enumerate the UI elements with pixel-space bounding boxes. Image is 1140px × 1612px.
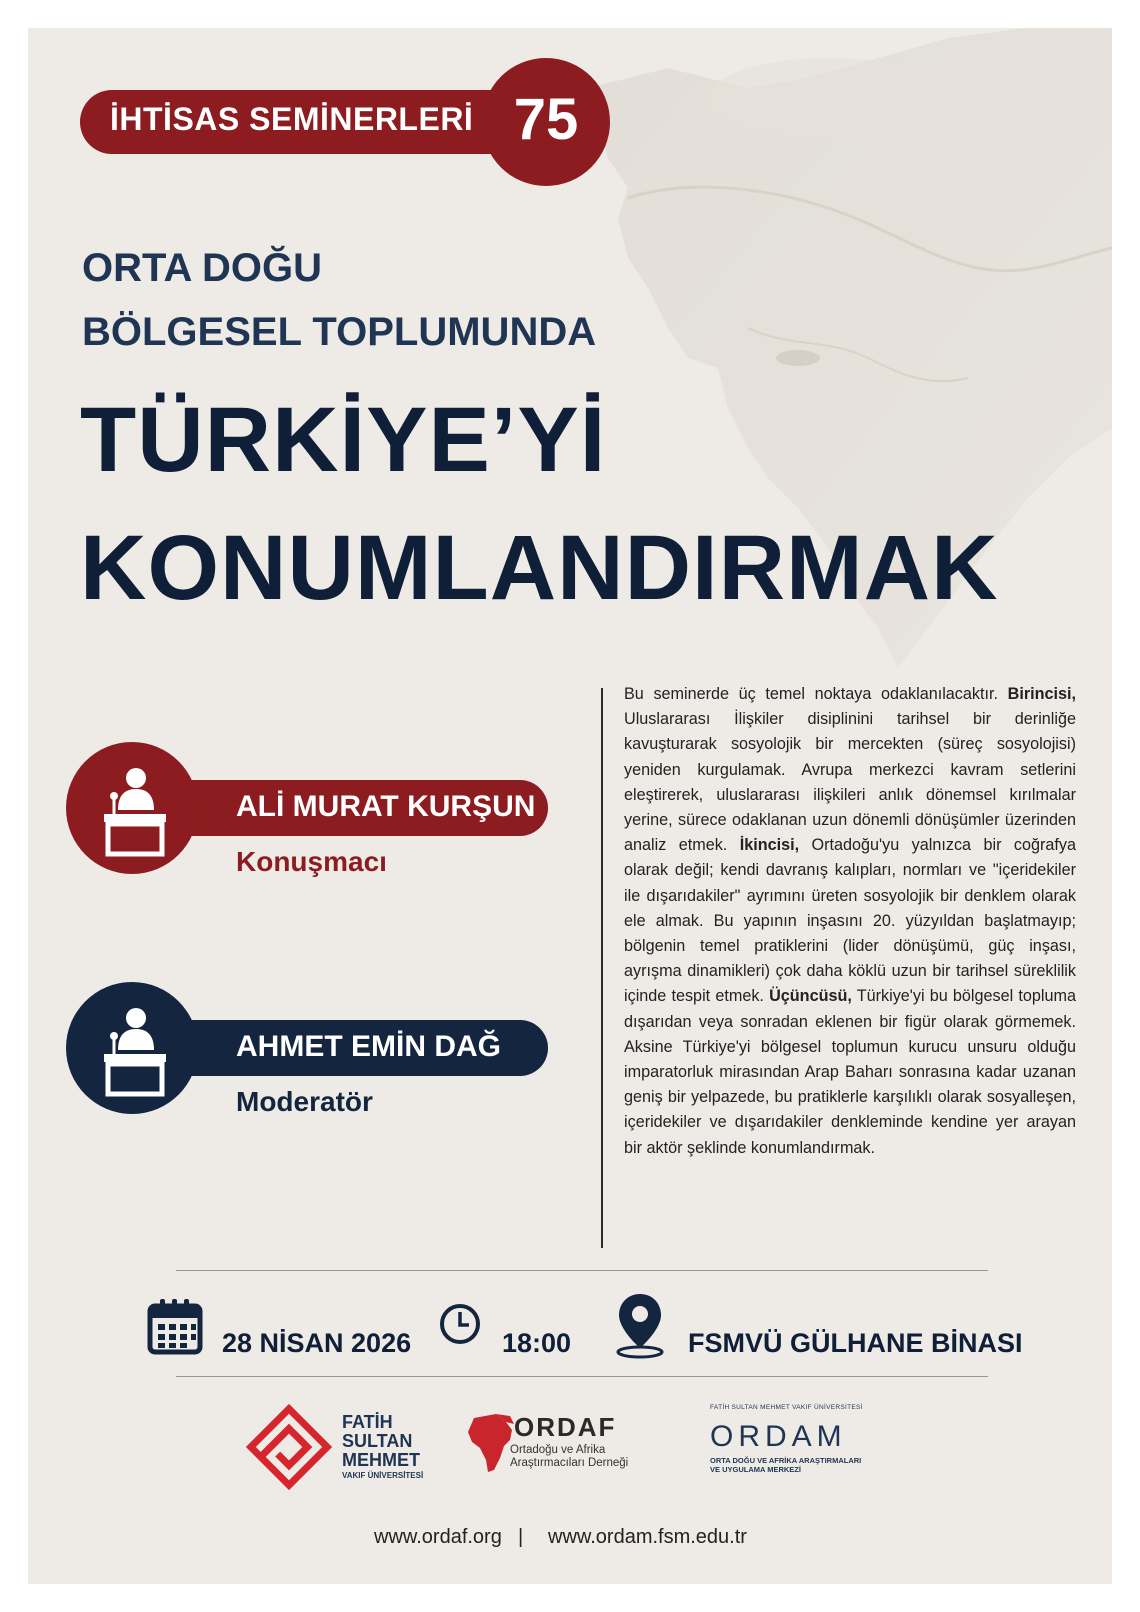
- ordam-name: ORDAM: [710, 1420, 847, 1453]
- info-bottom-divider: [176, 1376, 988, 1377]
- description-text-1: Bu seminerde üç temel noktaya odaklanılacaktır.: [624, 685, 1008, 703]
- speaker-1-name: ALİ MURAT KURŞUN: [236, 790, 536, 823]
- event-date: 28 NİSAN 2026: [222, 1328, 412, 1358]
- ordaf-name: ORDAF: [514, 1412, 617, 1442]
- seminar-poster: [28, 28, 1112, 1584]
- series-number: 75: [513, 87, 579, 152]
- description-text-4: Türkiye'yi bu bölgesel topluma dışarıdan veya sonradan eklenen bir figür olarak görmemek. Aksine Türkiye'yi bölgesel toplumun kurucu unsuru olduğu imparatorluk mirasından Arap Baharı sonrasına kadar uzanan geniş bir yelpazede, bu pratiklerle karşılıklı olarak sosyalleşen, içeridekiler ve dışarıdakiler denkleminde kendine yer arayan bir aktör şeklinde konumlandırmak.: [624, 987, 1076, 1157]
- fsmvu-line-3: MEHMET: [342, 1450, 420, 1470]
- speaker-2-name: AHMET EMİN DAĞ: [236, 1030, 501, 1063]
- fsmvu-line-2: SULTAN: [342, 1431, 413, 1451]
- title-line-3: TÜRKİYE’Yİ: [80, 389, 607, 491]
- title-line-4: KONUMLANDIRMAK: [80, 517, 999, 619]
- seminar-description: [624, 682, 1076, 1161]
- ordaf-website-link[interactable]: www.ordaf.org: [374, 1526, 502, 1548]
- info-top-divider: [176, 1270, 988, 1271]
- description-bold-1: Birincisi,: [1007, 685, 1076, 703]
- clock-icon: [438, 1302, 482, 1346]
- description-text-3: Ortadoğu'yu yalnızca bir coğrafya olarak değil; kendi davranış kalıpları, normları ve "içeridekiler ile dışarıdakiler" ayrımını üreten sosyolojik bir denklem olarak ele almak. Bu yapının inşasını 20. yüzyıldan başlatmayıp; bölgenin temel pratiklerini (lider dönüşümü, güç inşası, ayrışma dinamikleri) çok daha köklü uzun bir tarihsel süreklilik içinde tespit etmek.: [624, 836, 1076, 1006]
- ordam-sub-1: ORTA DOĞU VE AFRİKA ARAŞTIRMALARI: [710, 1456, 862, 1465]
- podium-speaker-icon: [66, 742, 198, 874]
- fsmvu-logo-icon: [246, 1404, 332, 1490]
- ordaf-subtitle: [510, 1444, 628, 1470]
- ordam-sub-2: VE UYGULAMA MERKEZİ: [710, 1465, 801, 1474]
- speaker-2-role: Moderatör: [236, 1086, 373, 1117]
- africa-map-icon: [466, 1412, 516, 1476]
- ordam-arc-text: FATİH SULTAN MEHMET VAKIF ÜNİVERSİTESİ: [710, 1404, 863, 1411]
- fsmvu-line-1: FATİH: [342, 1412, 393, 1432]
- speaker-2-badge: [66, 982, 198, 1114]
- description-divider: [601, 688, 603, 1248]
- speaker-1-badge: [66, 742, 198, 874]
- title-line-1: ORTA DOĞU: [82, 246, 322, 290]
- ordaf-sub-2: Araştırmacıları Derneği: [510, 1457, 629, 1469]
- ordaf-sub-1: Ortadoğu ve Afrika: [510, 1444, 606, 1456]
- description-bold-2: İkincisi,: [739, 836, 800, 855]
- calendar-icon: [146, 1296, 204, 1356]
- description-text-2: Uluslararası İlişkiler disiplinini tarihsel bir derinliğe kavuşturarak sosyolojik bir mercekten (süreç sosyolojisi) yeniden kurgulamak. Avrupa merkezci kavram setlerini eleştirerek, uluslararası ilişkileri anlık dönemsel kırılmalar yerine, sürece odaklanan uzun dönemli dönüşümler üzerinden analiz etmek.: [624, 710, 1076, 855]
- location-pin-icon: [612, 1290, 668, 1360]
- ordam-website-link[interactable]: www.ordam.fsm.edu.tr: [548, 1526, 747, 1548]
- series-label: İHTİSAS SEMİNERLERİ: [110, 101, 474, 137]
- speaker-1-role: Konuşmacı: [236, 846, 387, 877]
- event-time: 18:00: [502, 1328, 572, 1358]
- ordam-subtitle: [710, 1456, 861, 1474]
- podium-moderator-icon: [66, 982, 198, 1114]
- event-place: FSMVÜ GÜLHANE BİNASI: [688, 1328, 1023, 1358]
- footer-separator: |: [518, 1526, 524, 1548]
- description-bold-3: Üçüncüsü,: [769, 987, 852, 1006]
- fsmvu-line-4: VAKIF ÜNİVERSİTESİ: [342, 1471, 424, 1480]
- title-line-2: BÖLGESEL TOPLUMUNDA: [82, 310, 597, 354]
- fsmvu-logo-text: [342, 1413, 423, 1482]
